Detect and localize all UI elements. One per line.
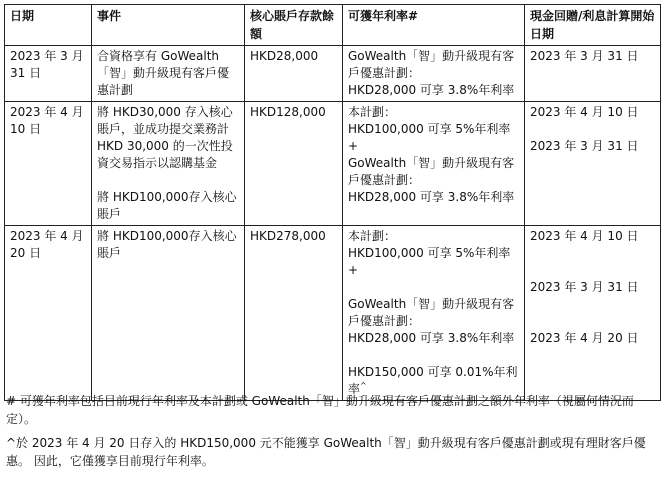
rate-text: HKD100,000 可享 5%年利率 [348,122,511,136]
caret-mark: ^ [360,381,367,390]
rate-text: 本計劃： [348,105,397,119]
row-date: 2023 年 3 月 31 日 [5,46,92,102]
table-row [5,226,661,401]
row-rate [343,226,525,401]
event-text: 合資格享有 GoWealth 「智」動升級現有客戶優惠計劃 [97,49,230,97]
rate-text: HKD28,000 可享 3.8%年利率 [348,331,515,345]
rate-text: 本計劃： [348,229,397,243]
rate-text: GoWealth「智」動升級現有客戶優惠計劃： [348,297,515,328]
header-date: 日期 [5,5,92,46]
interest-example-table [4,4,661,401]
row-start-date [525,102,661,226]
start-date-text: 2023 年 4 月 10 日 [530,229,639,243]
row-balance: HKD28,000 [245,46,343,102]
event-text: 將 HKD100,000存入核心賬戶 [97,229,237,260]
table-row [5,46,661,102]
rate-text: HKD100,000 可享 5%年利率 [348,246,511,260]
start-date-text: 2023 年 4 月 20 日 [530,331,639,345]
header-balance: 核心賬戶存款餘額 [245,5,343,46]
row-start-date [525,226,661,401]
event-text: 將 HKD100,000存入核心賬戶 [97,190,237,221]
row-balance: HKD278,000 [245,226,343,401]
rate-text: GoWealth「智」動升級現有客戶優惠計劃： [348,49,515,80]
table-row [5,102,661,226]
rate-text: HKD28,000 可享 3.8%年利率 [348,83,515,97]
row-event [92,226,245,401]
rate-text: GoWealth「智」動升級現有客戶優惠計劃： [348,156,515,187]
start-date-text: 2023 年 4 月 10 日 [530,105,639,119]
rate-text-no-offer: HKD150,000 可享 0.01%年利率 [348,365,518,396]
row-event [92,102,245,226]
row-balance: HKD128,000 [245,102,343,226]
table-header-row [5,5,661,46]
row-start-date [525,46,661,102]
event-text: 將 HKD30,000 存入核心賬戶，並成功提交業務計 HKD 30,000 的一次性投資交易指示以認購基金 [97,105,233,170]
footnote-caret: ^於 2023 年 4 月 20 日存入的 HKD150,000 元不能獲享 GoWealth「智」動升級現有客戶優惠計劃或現有理財客戶優惠。 因此，它僅獲享目前現行年利率。 [6,436,646,468]
rate-text: + [348,263,359,277]
row-date: 2023 年 4 月 20 日 [5,226,92,401]
header-rate: 可獲年利率# [343,5,525,46]
rate-text: HKD28,000 可享 3.8%年利率 [348,190,515,204]
row-rate [343,102,525,226]
start-date-text: 2023 年 3 月 31 日 [530,139,639,153]
row-event [92,46,245,102]
footnote-hash: # 可獲年利率包括目前現行年利率及本計劃或 GoWealth「智」動升級現有客戶優惠計劃之額外年利率（視屬何情況而定）。 [6,394,634,426]
rate-text: + [348,139,359,153]
start-date-text: 2023 年 3 月 31 日 [530,280,639,294]
header-start-date: 現金回贈/利息計算開始日期 [525,5,661,46]
row-date: 2023 年 4 月 10 日 [5,102,92,226]
header-event: 事件 [92,5,245,46]
start-date-text: 2023 年 3 月 31 日 [530,49,639,63]
row-rate [343,46,525,102]
